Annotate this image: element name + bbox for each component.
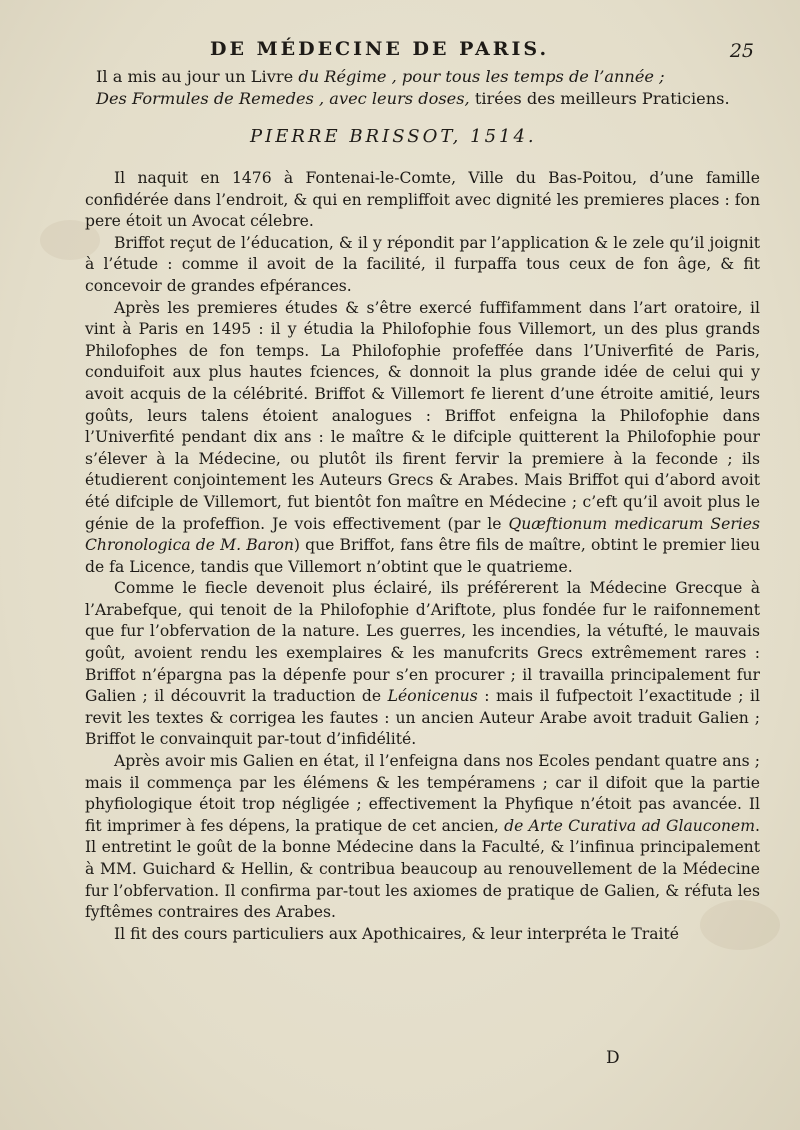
paragraph-text: : mais il fufpectoit l’exactitude ; il revit les textes & corrigea les fautes : un ancien Auteur Arabe avoit traduit Galien ; Briffot le convainquit par-tout d’infidélité. — [85, 687, 760, 749]
paragraph-text: Comme le fiecle devenoit plus éclairé, ils préférerent la Médecine Grecque à l’Arabefque, qui tenoit de la Philofophie d’Ariftote, plus fondée fur le raifonnement que fur l’obfervation de la nature. Les guerres, les incendies, la vétufté, le mauvais goût, avoient rendu les exemplaires & les manufcrits Grecs extrêmement rares : Briffot n’épargna pas la dépenfe pour s’en procurer ; il travailla principalement fur Galien ; il découvrit la traduction de — [85, 579, 760, 706]
intro-line-1-text: Il a mis au jour un Livre — [96, 67, 299, 86]
running-title: DE MÉDECINE DE PARIS. — [210, 38, 550, 60]
paragraph — [85, 578, 760, 751]
paragraph — [85, 168, 760, 233]
paragraph — [85, 298, 760, 579]
paragraph-text: Il naquit en 1476 à Fontenai-le-Comte, Ville du Bas-Poitou, d’une famille confidérée dans l’endroit, & qui en rempliffoit avec dignité les premieres places : fon pere étoit un Avocat célebre. — [85, 169, 760, 231]
paragraph-text: Après les premieres études & s’être exercé fuffifamment dans l’art oratoire, il vint à Paris en 1495 : il y étudia la Philofophie fous Villemort, un des plus grands Philofophes de fon temps. La Philofophie profeffée dans l’Univerfité de Paris, conduifoit aux plus hautes fciences, & donnoit la plus grande idée de celui qui y avoit acquis de la célébrité. Briffot & Villemort fe lierent d’une étroite amitié, leurs goûts, leurs talens étoient analogues : Briffot enfeigna la Philofophie dans l’Univerfité pendant dix ans : le maître & le difciple quitterent la Philofophie pour s’élever à la Médecine, ou plutôt ils firent fervir la premiere à la feconde ; ils étudierent conjointement les Auteurs Grecs & Arabes. Mais Briffot qui d’abord avoit été difciple de Villemort, fut bientôt fon maître en Médecine ; c’eft qu’il avoit plus le génie de la profeffion. Je vois effectivement (par le — [85, 298, 760, 533]
paragraph-italic: de Arte Curativa ad Glauconem — [504, 816, 756, 835]
paragraph — [85, 924, 760, 946]
body-text — [85, 168, 760, 945]
paragraph-text: Briffot reçut de l’éducation, & il y répondit par l’application & le zele qu’il joignit à l’étude : comme il avoit de la facilité, il furpaffa tous ceux de fon âge, & fit concevoir de grandes efpérances. — [85, 233, 760, 295]
signature-mark: D — [606, 1048, 620, 1068]
paragraph — [85, 233, 760, 298]
paragraph — [85, 751, 760, 924]
paragraph-italic: Quæftionum medicarum Series Chronologica de M. Baron — [85, 514, 761, 555]
paragraph-text: Il fit des cours particuliers aux Apothicaires, & leur interpréta le Traité — [114, 924, 679, 943]
paragraph-italic: Léonicenus — [387, 687, 478, 706]
paragraph-text: ) que Briffot, fans être fils de maître, obtint le premier lieu de fa Licence, tandis que Villemort n’obtint que le quatrieme. — [85, 536, 760, 576]
page-number: 25 — [729, 40, 754, 62]
paragraph-text: . Il entretint le goût de la bonne Médecine dans la Faculté, & l’infinua principalement à MM. Guichard & Hellin, & contribua beaucoup au renouvellement de la Médecine fur l’obfervation. Il confirma par-tout les axiomes de pratique de Galien, & réfuta les fyftêmes contraires des Arabes. — [85, 816, 760, 922]
intro-line-2-title: Des Formules de Remedes , avec leurs doses, — [96, 88, 470, 108]
intro-passage — [96, 66, 756, 109]
section-heading: PIERRE BRISSOT, 1514. — [250, 126, 537, 147]
intro-line-1 — [96, 66, 756, 88]
intro-line-2-text: tirées des meilleurs Praticiens. — [469, 88, 730, 108]
paragraph-text: Après avoir mis Galien en état, il l’enfeigna dans nos Ecoles pendant quatre ans ; mais il commença par les élémens & les tempéramens ; car il difoit que la partie phyfiologique étoit trop négligée ; effectivement la Phyfique n’étoit pas avancée. Il fit imprimer à fes dépens, la pratique de cet ancien, — [85, 752, 760, 835]
running-head — [80, 38, 754, 64]
intro-line-2 — [96, 88, 756, 110]
intro-line-1-title: du Régime , pour tous les temps de l’année ; — [298, 67, 665, 86]
